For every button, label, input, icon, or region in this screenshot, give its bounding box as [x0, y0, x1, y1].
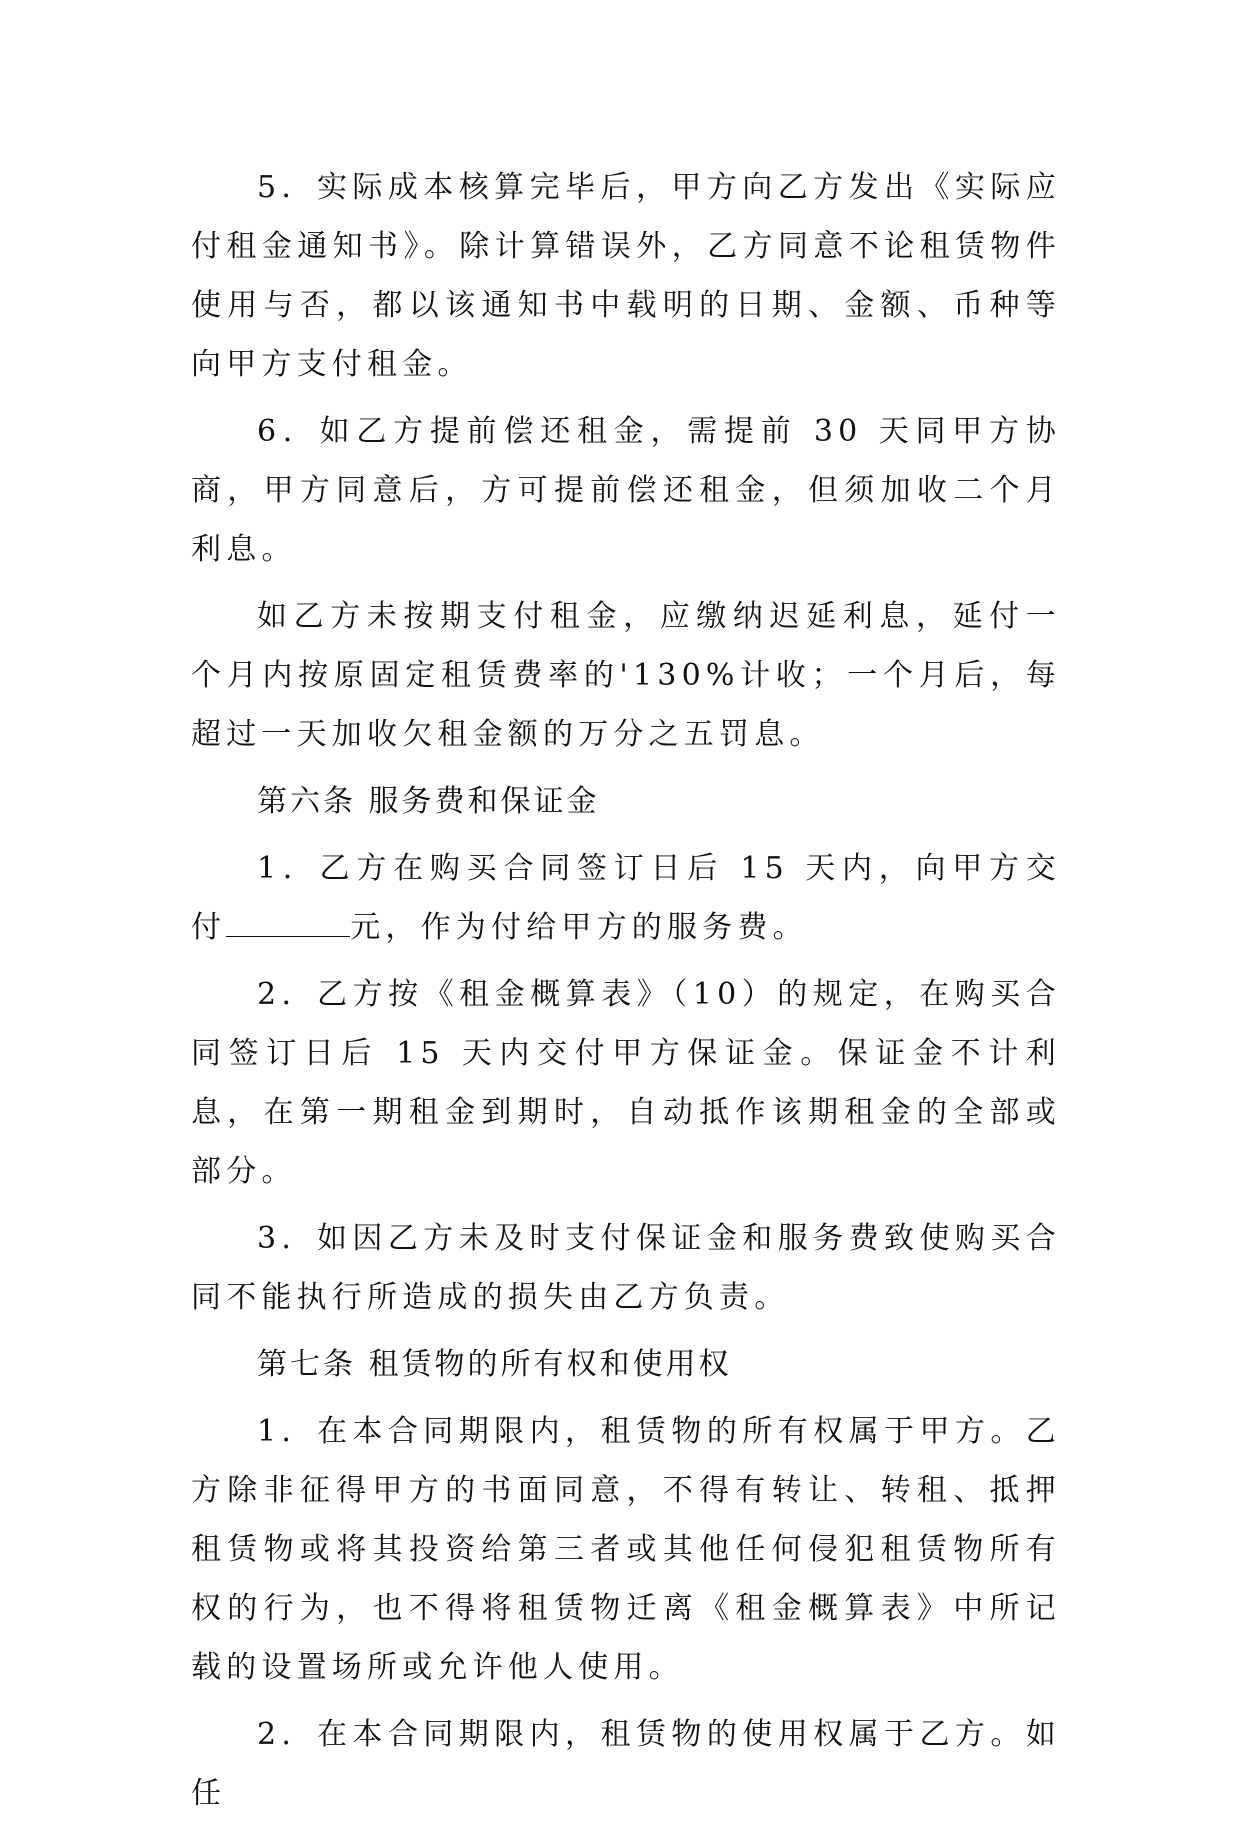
- article-7-heading: 第七条 租赁物的所有权和使用权: [257, 1347, 732, 1382]
- service-fee-text-end: 元，作为付给甲方的服务费。: [350, 910, 808, 945]
- paragraph-ownership: 1．在本合同期限内，租赁物的所有权属于甲方。乙方除非征得甲方的书面同意，不得有转让、转租、抵押租赁物或将其投资给第三者或其他任何侵犯租赁物所有权的行为，也不得将租赁物迁离《租金概算表》中所记载的设置场所或允许他人使用。: [191, 1414, 1061, 1685]
- service-fee-blank-field: [226, 906, 350, 937]
- paragraph-rent-notice: 5．实际成本核算完毕后，甲方向乙方发出《实际应付租金通知书》。除计算错误外，乙方同意不论租赁物件使用与否，都以该通知书中载明的日期、金额、币种等向甲方支付租金。: [191, 170, 1061, 382]
- paragraph-deposit-liability: 3．如因乙方未及时支付保证金和服务费致使购买合同不能执行所造成的损失由乙方负责。: [191, 1221, 1061, 1315]
- paragraph-late-payment: 如乙方未按期支付租金，应缴纳迟延利息，延付一个月内按原固定租赁费率的'130%计收；一个月后，每超过一天加收欠租金额的万分之五罚息。: [191, 599, 1061, 752]
- service-fee-text: 1．乙方在购买合同签订日后 15 天内，向甲方交付: [191, 851, 1061, 945]
- paragraph-usage-right: 2．在本合同期限内，租赁物的使用权属于乙方。如任: [191, 1717, 1061, 1811]
- document-body: [191, 158, 1061, 1823]
- paragraph-deposit: 2．乙方按《租金概算表》（10）的规定，在购买合同签订日后 15 天内交付甲方保证金。保证金不计利息，在第一期租金到期时，自动抵作该期租金的全部或部分。: [191, 977, 1061, 1189]
- article-6-heading: 第六条 服务费和保证金: [257, 784, 600, 819]
- paragraph-early-repayment: 6．如乙方提前偿还租金，需提前 30 天同甲方协商，甲方同意后，方可提前偿还租金，但须加收二个月利息。: [191, 414, 1061, 567]
- paragraph-service-fee: [191, 839, 1061, 957]
